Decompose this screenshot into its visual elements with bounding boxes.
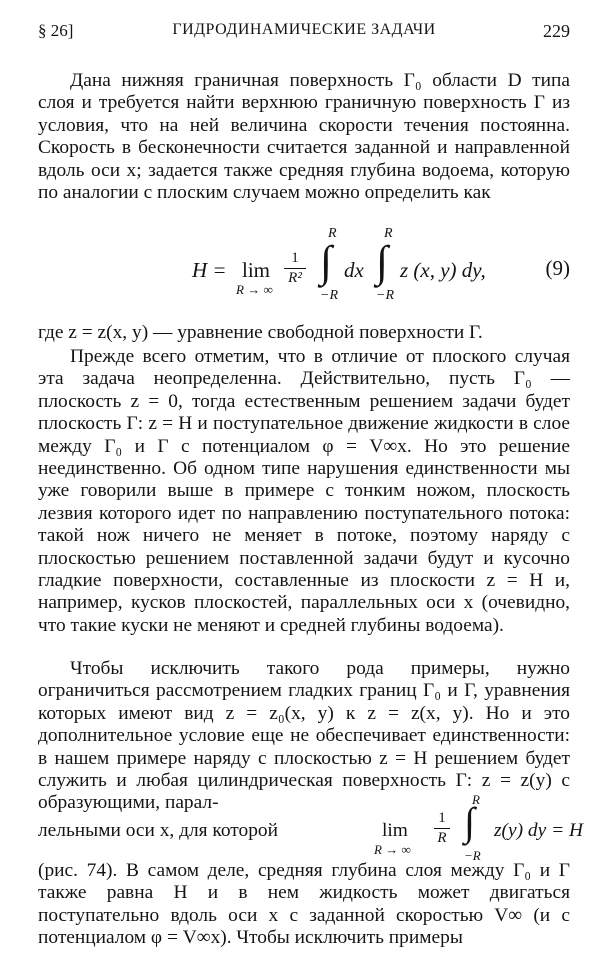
running-header — [38, 21, 570, 47]
inline-lead-text: лельными оси x, для которой — [38, 820, 278, 841]
paragraph-1: Дана нижняя граничная поверхность Γ₀ области D типа слоя и требуется найти верхнюю граничную поверхность Γ из условия, что на ней величина скорости течения постоянна. Скорость в бесконечности считается заданной и направленной вдоль оси x; задается также средняя глубина водоема, которую по аналогии с плоским случаем можно определить как — [38, 70, 570, 204]
inline-integral-upper: R — [472, 792, 480, 807]
integral-sign-2: ∫ — [376, 237, 389, 286]
inline-formula-line — [38, 792, 583, 863]
formula-fraction — [284, 250, 306, 287]
inline-fraction-numerator: 1 — [438, 810, 446, 826]
paragraph-2-block — [38, 322, 570, 344]
integral-2-lower: −R — [376, 288, 394, 303]
inline-fraction-bar — [434, 828, 450, 829]
page-number: 229 — [543, 21, 570, 41]
paragraph-5-block — [38, 860, 570, 950]
paragraph-3: Прежде всего отметим, что в отличие от плоского случая эта задача неопределенна. Действительно, пусть Γ₀ — плоскость z = 0, тогда естественным решением задачи будет плоскость Γ: z = H и поступательное движение жидкости в слое между Γ₀ и Γ с потенциалом φ = V∞x. Но это решение неединственно. Об одном типе нарушения единственности мы уже говорили выше в примере с тонким ножом, плоскость лезвия которого идет по направлению поступательного потока: такой нож ничего не меняет в потоке, поэтому наряду с плоскостью решением поставленной задачи будут и кусочно гладкие поверхности, составленные из плоскости z = H и, например, кусков плоскостей, параллельных оси x (очевидно, что такие куски не меняют и средней глубины водоема). — [38, 346, 570, 636]
section-ref: § 26] — [38, 21, 74, 40]
formula-dx: dx — [344, 258, 364, 282]
running-title: ГИДРОДИНАМИЧЕСКИЕ ЗАДАЧИ — [172, 21, 436, 38]
inline-lim-subscript: R → ∞ — [374, 842, 411, 857]
paragraph-2: где z = z(x, y) — уравнение свободной поверхности Γ. — [38, 322, 483, 343]
paragraph-5: (рис. 74). В самом деле, средняя глубина слоя между Γ₀ и Γ также равна H и в нем жидкость может двигаться поступательно вдоль оси x с заданной скоростью V∞ (и с потенциалом φ = V∞x). Чтобы исключить примеры — [38, 860, 570, 949]
inline-integral-sign: ∫ — [464, 799, 475, 844]
display-formula-9 — [38, 226, 570, 308]
integral-2-upper: R — [384, 226, 393, 241]
formula-lim-subscript: R → ∞ — [236, 282, 273, 297]
fraction-denominator: R² — [288, 270, 302, 286]
formula-integrand: z (x, y) dy, — [400, 258, 486, 282]
paragraph-4-block — [38, 658, 570, 815]
inline-integral-lower: −R — [464, 848, 481, 863]
fraction-bar — [284, 268, 306, 269]
equation-number: (9) — [545, 256, 570, 280]
paragraph-3-block — [38, 346, 570, 637]
integral-1-lower: −R — [320, 288, 338, 303]
inline-integrand: z(y) dy = H — [494, 820, 583, 841]
integral-1-upper: R — [328, 226, 337, 241]
inline-fraction — [434, 810, 450, 847]
fraction-numerator: 1 — [291, 250, 299, 266]
formula-lhs: H = — [192, 258, 227, 282]
formula-lim: lim — [242, 258, 271, 282]
inline-fraction-denominator: R — [437, 830, 447, 846]
paragraph-4: Чтобы исключить такого рода примеры, нужно ограничиться рассмотрением гладких границ Γ₀ и Γ, уравнения которых имеют вид z = z₀(x, y) к z = z(x, y). Но и это дополнительное условие еще не обеспечивает единственности: в нашем примере наряду с плоскостью z = H решением будет служить и любая цилиндрическая поверхность Γ: z = z(y) с образующими, парал- — [38, 658, 570, 814]
integral-sign-1: ∫ — [320, 237, 333, 286]
inline-lim: lim — [382, 820, 408, 841]
paragraph-1-block — [38, 70, 570, 204]
